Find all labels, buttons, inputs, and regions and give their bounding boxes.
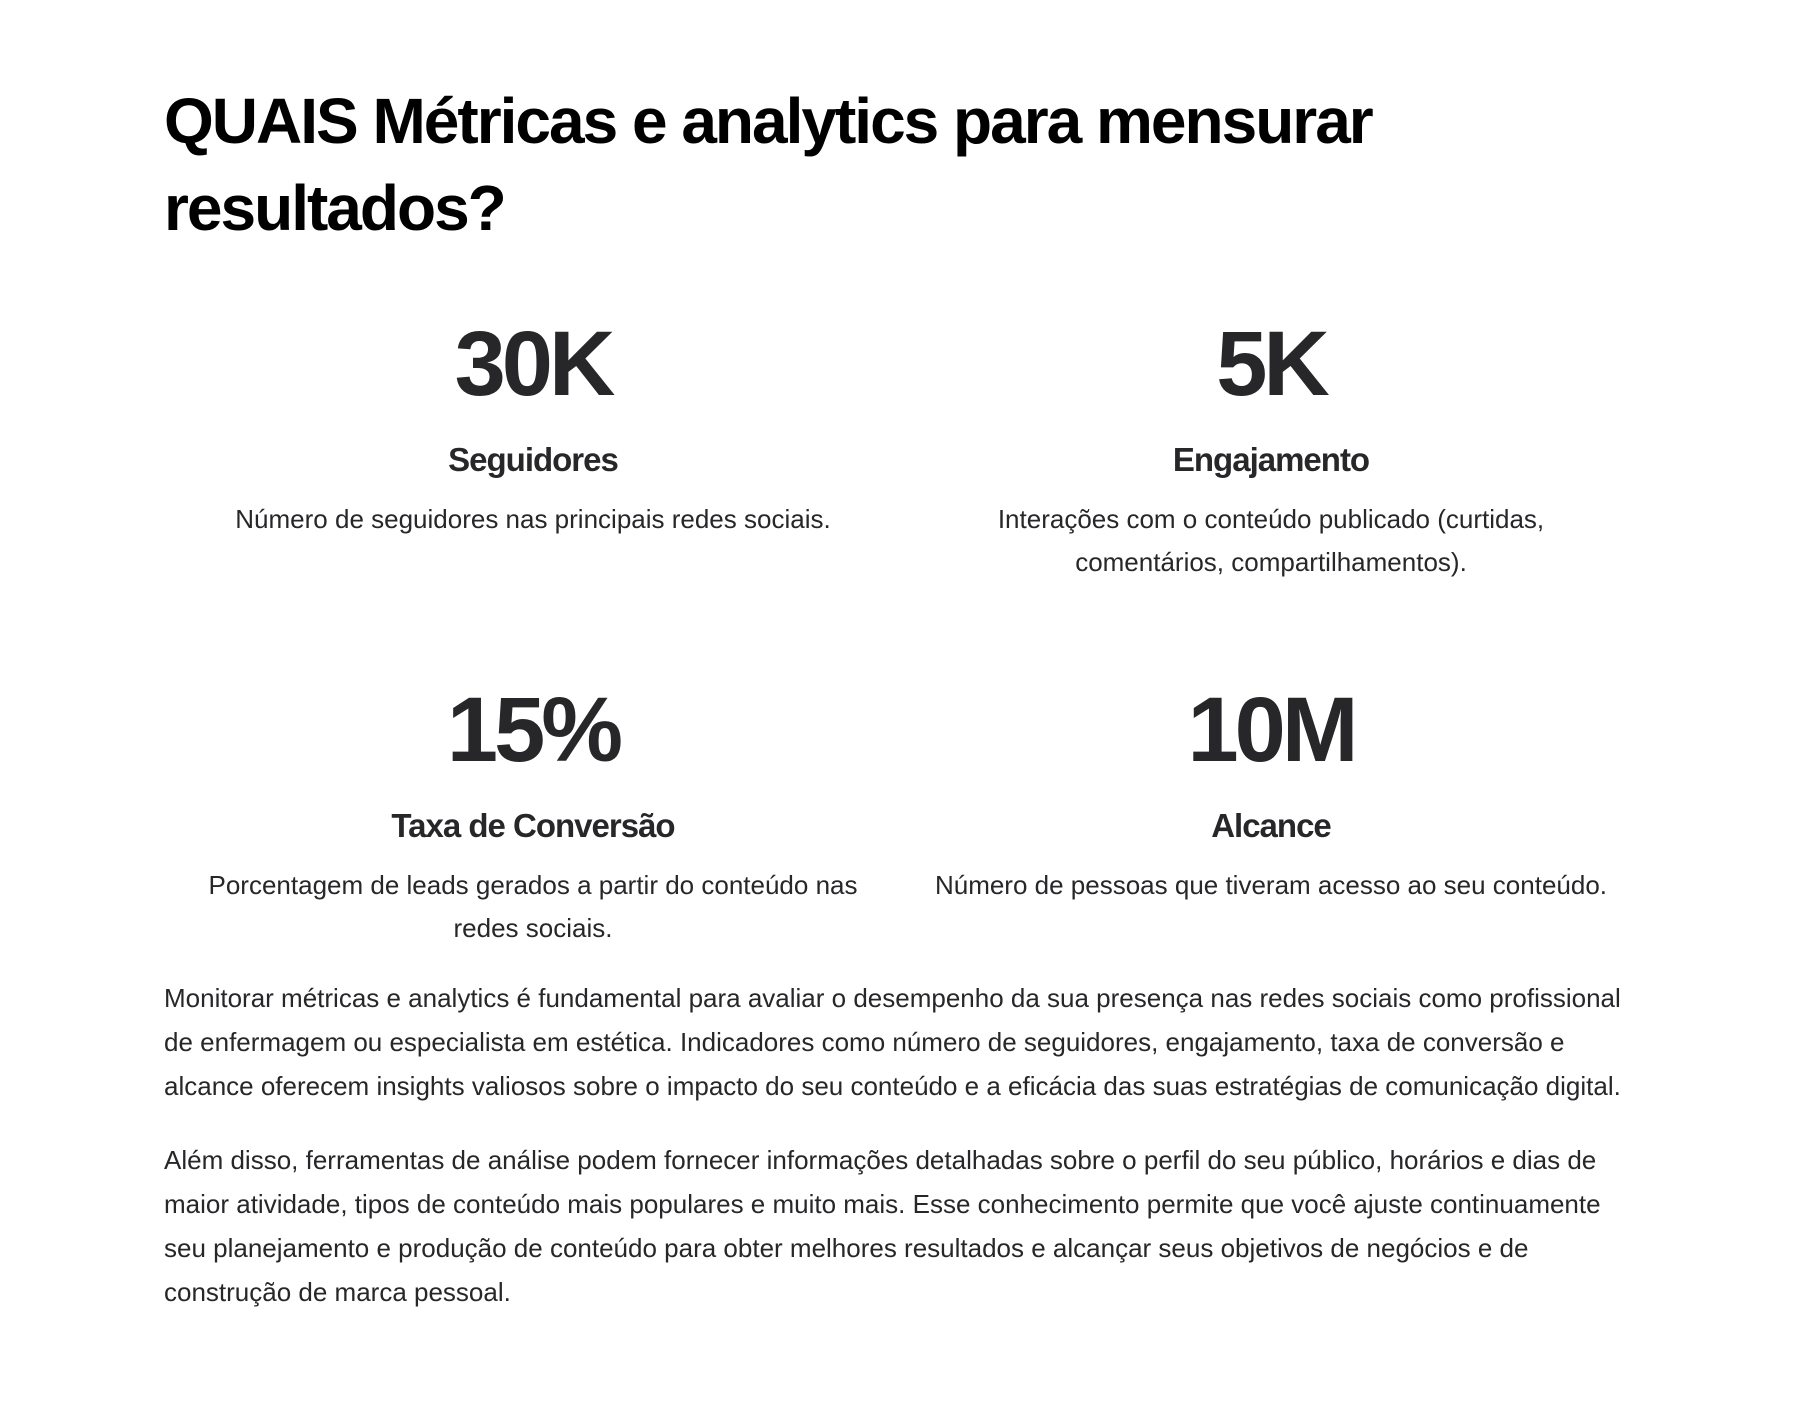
metric-label: Engajamento bbox=[1172, 441, 1370, 478]
metric-label: Alcance bbox=[1211, 807, 1331, 844]
metric-label: Taxa de Conversão bbox=[391, 807, 675, 844]
metric-card-taxa-de-conversao bbox=[164, 674, 902, 950]
body-text bbox=[164, 976, 1644, 1344]
metric-description: Número de seguidores nas principais redes sociais. bbox=[235, 504, 831, 534]
metric-value: 15% bbox=[446, 679, 620, 781]
metric-card-alcance bbox=[902, 674, 1640, 907]
metric-value: 10M bbox=[1187, 679, 1355, 781]
paragraph-monitorar: Monitorar métricas e analytics é fundamental para avaliar o desempenho da sua presença nas redes sociais como profissional de enfermagem ou especialista em estética. Indicadores como número de seguidores, engajamento, taxa de conversão e alcance oferecem insights valiosos sobre o impacto do seu conteúdo e a eficácia das suas estratégias de comunicação digital. bbox=[164, 983, 1621, 1101]
metric-label: Seguidores bbox=[448, 441, 618, 478]
metric-card-engajamento bbox=[902, 308, 1640, 584]
metric-value: 5K bbox=[1216, 313, 1326, 415]
metric-description: Porcentagem de leads gerados a partir do conteúdo nas redes sociais. bbox=[208, 870, 858, 943]
metrics-grid bbox=[164, 308, 1640, 958]
metric-description: Número de pessoas que tiveram acesso ao seu conteúdo. bbox=[934, 870, 1608, 900]
page-content bbox=[164, 78, 1640, 1307]
metric-description: Interações com o conteúdo publicado (curtidas, comentários, compartilhamentos). bbox=[997, 504, 1545, 577]
page-title: QUAIS Métricas e analytics para mensurar resultados? bbox=[164, 85, 1372, 244]
metric-value: 30K bbox=[454, 313, 612, 415]
metric-card-seguidores bbox=[164, 308, 902, 541]
paragraph-alem-disso: Além disso, ferramentas de análise podem fornecer informações detalhadas sobre o perfil do seu público, horários e dias de maior atividade, tipos de conteúdo mais populares e muito mais. Esse conhecimento permite que você ajuste continuamente seu planejamento e produção de conteúdo para obter melhores resultados e alcançar seus objetivos de negócios e de construção de marca pessoal. bbox=[164, 1145, 1601, 1307]
